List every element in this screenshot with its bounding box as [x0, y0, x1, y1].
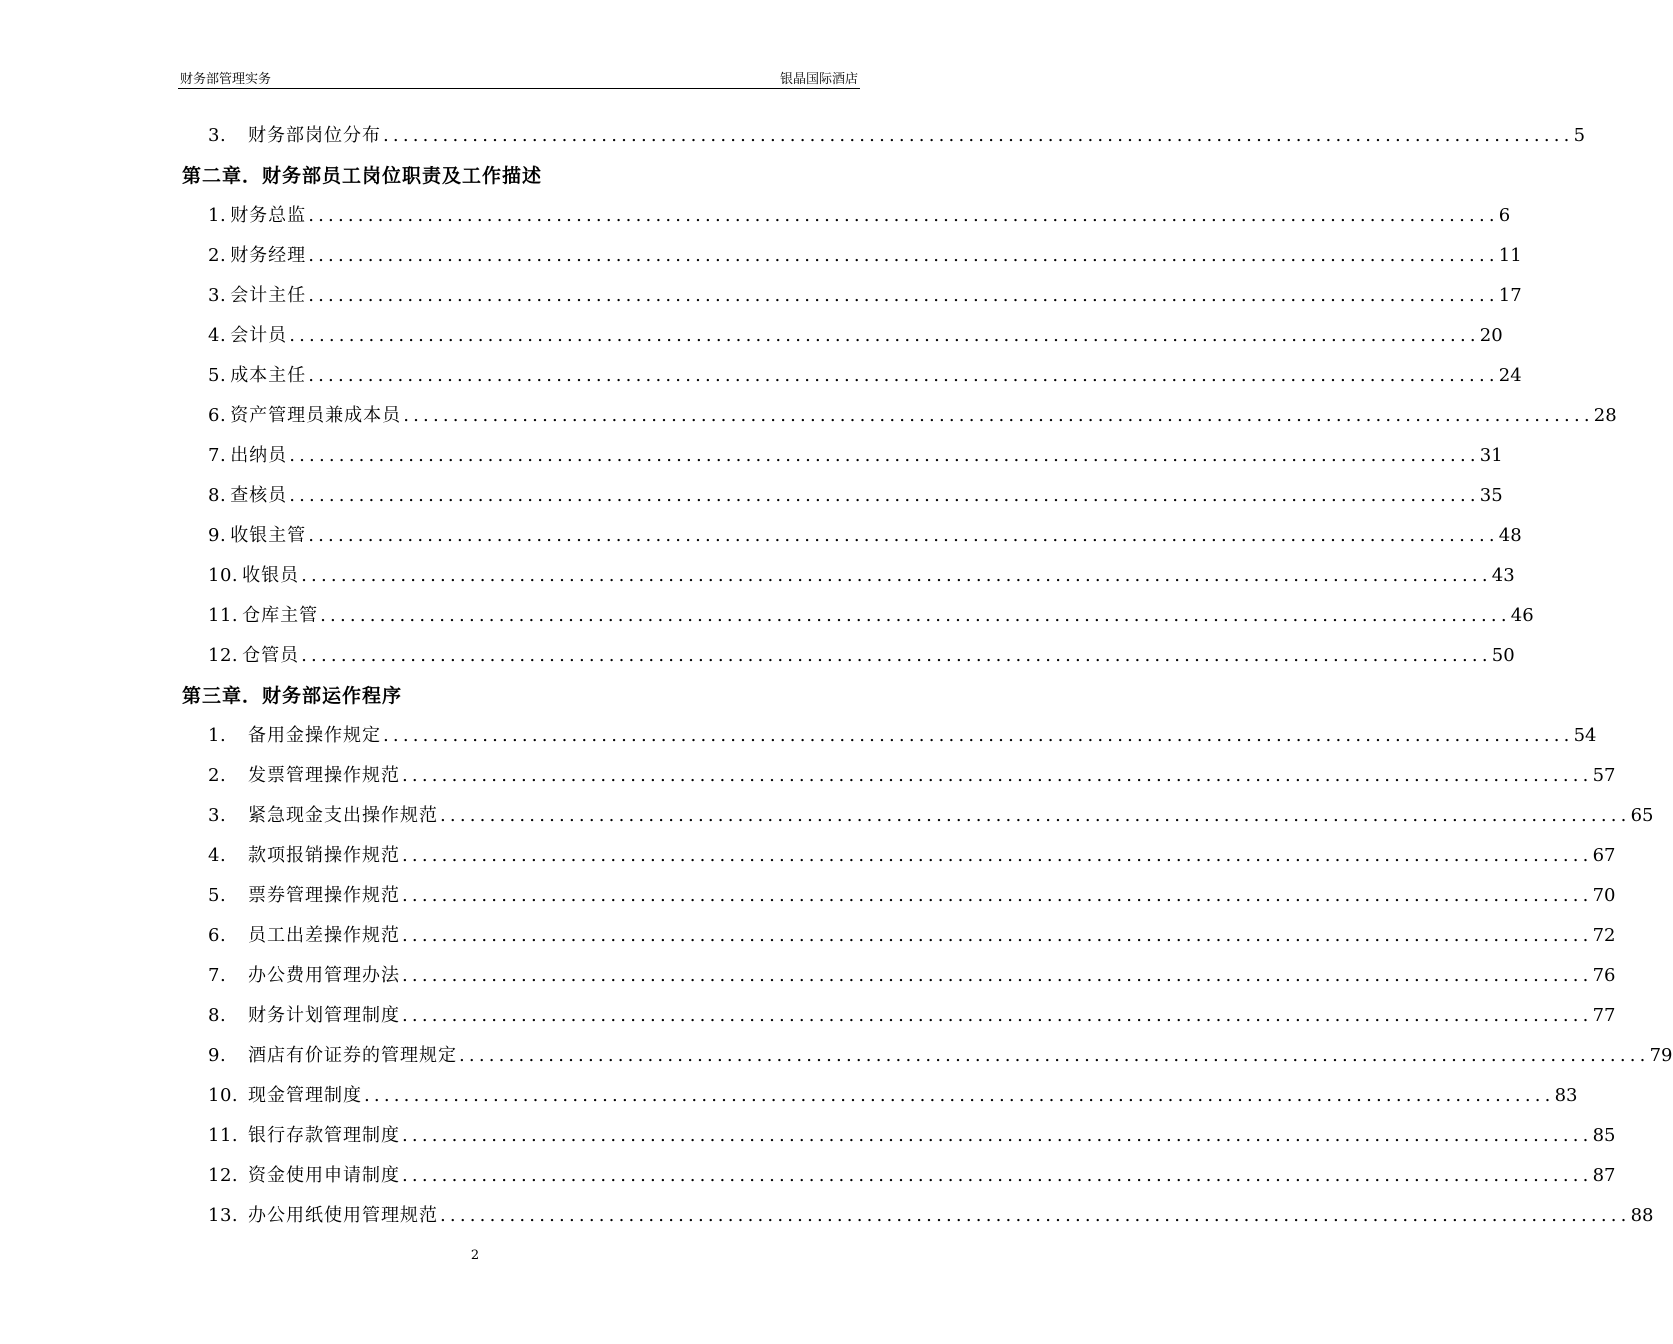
toc-entry-title: 办公费用管理办法: [248, 965, 400, 986]
toc-entry-page: 88: [1630, 1205, 1654, 1226]
toc-entry-title: 票券管理操作规范: [248, 885, 400, 906]
toc-entry-title: 办公用纸使用管理规范: [248, 1205, 438, 1226]
toc-entry[interactable]: [208, 1122, 1616, 1150]
toc-entry-title: 收银员: [242, 565, 300, 586]
toc-entry-title: 收银主管: [230, 525, 307, 546]
toc-entry-number: 11.: [208, 1125, 239, 1146]
toc-entry-page: 79: [1649, 1045, 1673, 1066]
toc-entry-number: 2.: [208, 245, 227, 266]
toc-entry[interactable]: [208, 282, 1522, 310]
toc-entry-number: 5.: [208, 365, 227, 386]
toc-entry-number: 7.: [208, 965, 227, 986]
dot-leader: ........................................................................................................................: [308, 525, 1499, 546]
dot-leader: ........................................................................................................................: [402, 845, 1593, 866]
toc-entry-page: 43: [1491, 565, 1515, 586]
toc-entry[interactable]: [208, 402, 1617, 430]
toc-entry[interactable]: [208, 122, 1586, 150]
dot-leader: ........................................................................................................................: [403, 405, 1594, 426]
header-company-name: 银晶国际酒店: [779, 72, 858, 87]
dot-leader: ........................................................................................................................: [402, 965, 1593, 986]
toc-entry-page: 77: [1592, 1005, 1616, 1026]
toc-entry-number: 4.: [208, 325, 227, 346]
toc-entry-title: 仓管员: [242, 645, 300, 666]
toc-entry[interactable]: [208, 922, 1616, 950]
toc-entry-page: 11: [1498, 245, 1522, 266]
toc-entry[interactable]: [208, 362, 1522, 390]
toc-entry[interactable]: [208, 522, 1522, 550]
toc-entry-number: 9.: [208, 1045, 227, 1066]
toc-entry[interactable]: [208, 762, 1616, 790]
toc-entry[interactable]: [208, 202, 1511, 230]
toc-entry-number: 13.: [208, 1205, 239, 1226]
toc-entry-page: 48: [1498, 525, 1522, 546]
toc-entry-title: 财务计划管理制度: [248, 1005, 400, 1026]
toc-entry-title: 资产管理员兼成本员: [230, 405, 402, 426]
toc-entry-number: 3.: [208, 285, 227, 306]
toc-entry-page: 70: [1592, 885, 1616, 906]
toc-entry-title: 会计主任: [230, 285, 307, 306]
toc-entry[interactable]: [208, 842, 1616, 870]
toc-entry[interactable]: [208, 322, 1503, 350]
dot-leader: ........................................................................................................................: [289, 325, 1480, 346]
toc-entry[interactable]: [208, 962, 1616, 990]
toc-entry-number: 4.: [208, 845, 227, 866]
toc-entry[interactable]: [208, 882, 1616, 910]
dot-leader: ........................................................................................................................: [402, 765, 1593, 786]
toc-entry-title: 财务部岗位分布: [248, 125, 381, 146]
toc-entry[interactable]: [208, 1042, 1673, 1070]
chapter-heading: 第二章．财务部员工岗位职责及工作描述: [182, 165, 543, 187]
dot-leader: ........................................................................................................................: [383, 125, 1574, 146]
toc-entry-number: 11.: [208, 605, 239, 626]
toc-entry-page: 6: [1498, 205, 1511, 226]
toc-entry-number: 6.: [208, 925, 227, 946]
toc-entry[interactable]: [208, 1002, 1616, 1030]
dot-leader: ........................................................................................................................: [308, 245, 1499, 266]
toc-entry-number: 10.: [208, 1085, 239, 1106]
toc-entry-title: 发票管理操作规范: [248, 765, 400, 786]
toc-entry[interactable]: [208, 562, 1515, 590]
toc-entry-number: 8.: [208, 1005, 227, 1026]
toc-entry-number: 7.: [208, 445, 227, 466]
toc-entry-number: 6.: [208, 405, 227, 426]
toc-entry-title: 紧急现金支出操作规范: [248, 805, 438, 826]
toc-entry-title: 会计员: [230, 325, 288, 346]
toc-entry-title: 备用金操作规定: [248, 725, 381, 746]
dot-leader: ........................................................................................................................: [364, 1085, 1555, 1106]
toc-entry-title: 查核员: [230, 485, 288, 506]
toc-entry-page: 46: [1510, 605, 1534, 626]
header-document-title: 财务部管理实务: [180, 72, 272, 87]
toc-entry-page: 54: [1573, 725, 1597, 746]
toc-entry-page: 24: [1498, 365, 1522, 386]
toc-entry[interactable]: [208, 602, 1534, 630]
toc-entry[interactable]: [208, 1202, 1654, 1230]
toc-entry-title: 酒店有价证券的管理规定: [248, 1045, 457, 1066]
toc-entry-title: 仓库主管: [242, 605, 319, 626]
toc-entry-page: 76: [1592, 965, 1616, 986]
toc-entry-page: 28: [1593, 405, 1617, 426]
toc-entry[interactable]: [208, 722, 1597, 750]
dot-leader: ........................................................................................................................: [402, 925, 1593, 946]
toc-entry-number: 2.: [208, 765, 227, 786]
toc-entry-title: 款项报销操作规范: [248, 845, 400, 866]
toc-entry-number: 3.: [208, 805, 227, 826]
page-number: 2: [470, 1248, 480, 1263]
toc-entry-title: 资金使用申请制度: [248, 1165, 400, 1186]
toc-entry-title: 员工出差操作规范: [248, 925, 400, 946]
toc-entry[interactable]: [208, 642, 1515, 670]
dot-leader: ........................................................................................................................: [440, 1205, 1631, 1226]
toc-entry[interactable]: [208, 802, 1654, 830]
chapter-heading: 第三章．财务部运作程序: [182, 685, 403, 707]
toc-entry-title: 银行存款管理制度: [248, 1125, 400, 1146]
toc-entry-title: 现金管理制度: [248, 1085, 362, 1106]
toc-entry-page: 67: [1592, 845, 1616, 866]
dot-leader: ........................................................................................................................: [289, 485, 1480, 506]
toc-entry-number: 1.: [208, 205, 227, 226]
dot-leader: ........................................................................................................................: [308, 205, 1499, 226]
toc-entry-page: 35: [1479, 485, 1503, 506]
toc-entry-number: 9.: [208, 525, 227, 546]
toc-entry-title: 出纳员: [230, 445, 288, 466]
toc-entry-title: 财务总监: [230, 205, 307, 226]
toc-entry-page: 20: [1479, 325, 1503, 346]
dot-leader: ........................................................................................................................: [402, 1005, 1593, 1026]
toc-entry-page: 31: [1479, 445, 1503, 466]
toc-entry-number: 1.: [208, 725, 227, 746]
dot-leader: ........................................................................................................................: [301, 565, 1492, 586]
toc-entry[interactable]: [208, 1162, 1616, 1190]
dot-leader: ........................................................................................................................: [459, 1045, 1650, 1066]
dot-leader: ........................................................................................................................: [301, 645, 1492, 666]
toc-entry-number: 12.: [208, 1165, 239, 1186]
dot-leader: ........................................................................................................................: [383, 725, 1574, 746]
toc-entry[interactable]: [208, 482, 1503, 510]
dot-leader: ........................................................................................................................: [320, 605, 1511, 626]
toc-entry-page: 85: [1592, 1125, 1616, 1146]
toc-entry[interactable]: [208, 242, 1522, 270]
toc-entry-number: 12.: [208, 645, 239, 666]
toc-entry-page: 87: [1592, 1165, 1616, 1186]
toc-entry-page: 17: [1498, 285, 1522, 306]
toc-entry-page: 72: [1592, 925, 1616, 946]
toc-entry-page: 50: [1491, 645, 1515, 666]
dot-leader: ........................................................................................................................: [289, 445, 1480, 466]
toc-entry-page: 65: [1630, 805, 1654, 826]
toc-entry-title: 成本主任: [230, 365, 307, 386]
toc-entry[interactable]: [208, 1082, 1578, 1110]
dot-leader: ........................................................................................................................: [402, 1165, 1593, 1186]
toc-entry-page: 5: [1573, 125, 1586, 146]
dot-leader: ........................................................................................................................: [402, 885, 1593, 906]
dot-leader: ........................................................................................................................: [440, 805, 1631, 826]
dot-leader: ........................................................................................................................: [308, 365, 1499, 386]
toc-entry[interactable]: [208, 442, 1503, 470]
dot-leader: ........................................................................................................................: [308, 285, 1499, 306]
toc-entry-number: 5.: [208, 885, 227, 906]
toc-entry-page: 83: [1554, 1085, 1578, 1106]
dot-leader: ........................................................................................................................: [402, 1125, 1593, 1146]
toc-entry-page: 57: [1592, 765, 1616, 786]
toc-entry-number: 10.: [208, 565, 239, 586]
page-header: [178, 66, 860, 89]
toc-entry-number: 8.: [208, 485, 227, 506]
toc-entry-number: 3.: [208, 125, 227, 146]
toc-entry-title: 财务经理: [230, 245, 307, 266]
